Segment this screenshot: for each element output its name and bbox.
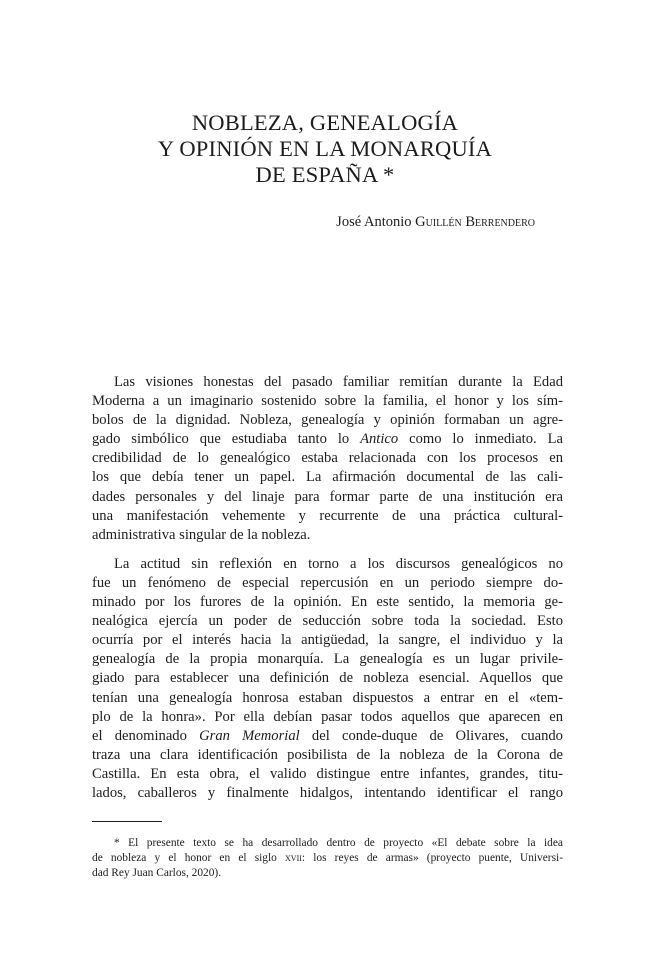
century-numeral: xvii	[285, 852, 302, 865]
title-line-3: DE ESPAÑA *	[255, 162, 395, 187]
author-name	[336, 213, 535, 231]
text-line: plo de la honra». Por ella debían pasar todos aquellos que aparecen en	[92, 708, 563, 725]
text-line: los que debía tener un papel. La afirmación documental de las cali-	[92, 469, 563, 486]
footnote	[92, 836, 563, 882]
text-line: giado para establecer una definición de nobleza esencial. Aquellos que	[92, 670, 563, 687]
text-line: una manifestación vehemente y recurrente de una práctica cultural-	[92, 507, 563, 524]
text-segment: : los reyes de armas» (proyecto puente, Universi-	[301, 852, 563, 865]
article-title	[0, 110, 650, 188]
text-line: traza una clara identificación posibilista de la nobleza de la Corona de	[92, 746, 563, 763]
footnote-separator	[92, 821, 162, 822]
text-segment: de nobleza y el honor en el siglo	[92, 852, 286, 865]
text-segment: del conde-duque de Olivares, cuando	[299, 727, 563, 744]
footnote-line	[92, 851, 563, 866]
title-line-1: NOBLEZA, GENEALOGÍA	[191, 110, 459, 135]
text-line: Moderna a un imaginario sostenido sobre la familia, el honor y los sím-	[92, 393, 563, 410]
text-line: credibilidad de lo genealógico estaba relacionada con los procesos en	[92, 450, 563, 467]
italic-term-gran-memorial: Gran Memorial	[199, 727, 300, 744]
author-surname: Guillén Berrendero	[415, 214, 535, 230]
text-line: fue un fenómeno de especial repercusión en un periodo siempre do-	[92, 574, 563, 591]
paragraph-2	[92, 555, 563, 803]
article-body	[92, 373, 563, 803]
text-line	[92, 727, 563, 746]
text-line	[92, 430, 563, 449]
text-line: lados, caballeros y finalmente hidalgos, intentando identificar el rango	[92, 784, 563, 801]
text-line: genealogía de la propia monarquía. La genealogía es un lugar privile-	[92, 651, 563, 668]
text-line: tenían una genealogía honrosa estaban dispuestos a entrar en el «tem-	[92, 689, 563, 706]
text-segment: el denominado	[92, 727, 200, 744]
footnote-line: * El presente texto se ha desarrollado dentro de proyecto «El debate sobre la idea	[114, 837, 563, 849]
text-line: nealógica ejercía un poder de seducción sobre toda la sociedad. Esto	[92, 613, 563, 630]
italic-term-antico: Antico	[360, 431, 399, 448]
text-segment: gado simbólico que estudiaba tanto lo	[92, 431, 361, 448]
text-line: minado por los furores de la opinión. En este sentido, la memoria ge-	[92, 594, 563, 611]
text-line: ocurría por el interés hacia la antigüedad, la sangre, el individuo y la	[92, 632, 563, 649]
text-line: Las visiones honestas del pasado familiar remitían durante la Edad	[114, 374, 563, 390]
paragraph-spacer	[92, 545, 563, 555]
text-line: dades personales y del linaje para formar parte de una institución era	[92, 488, 563, 505]
text-line: administrativa singular de la nobleza.	[92, 526, 311, 543]
paragraph-1	[92, 373, 563, 545]
author-given-name: José Antonio	[336, 214, 412, 230]
text-line: La actitud sin reflexión en torno a los discursos genealógicos no	[114, 555, 563, 572]
text-line: bolos de la dignidad. Nobleza, genealogía y opinión formaban un agre-	[92, 412, 563, 429]
footnote-line: dad Rey Juan Carlos, 2020).	[92, 867, 222, 880]
title-line-2: Y OPINIÓN EN LA MONARQUÍA	[157, 136, 493, 161]
text-line: Castilla. En esta obra, el valido distingue entre infantes, grandes, titu-	[92, 765, 563, 782]
text-segment: como lo inmediato. La	[398, 431, 563, 448]
